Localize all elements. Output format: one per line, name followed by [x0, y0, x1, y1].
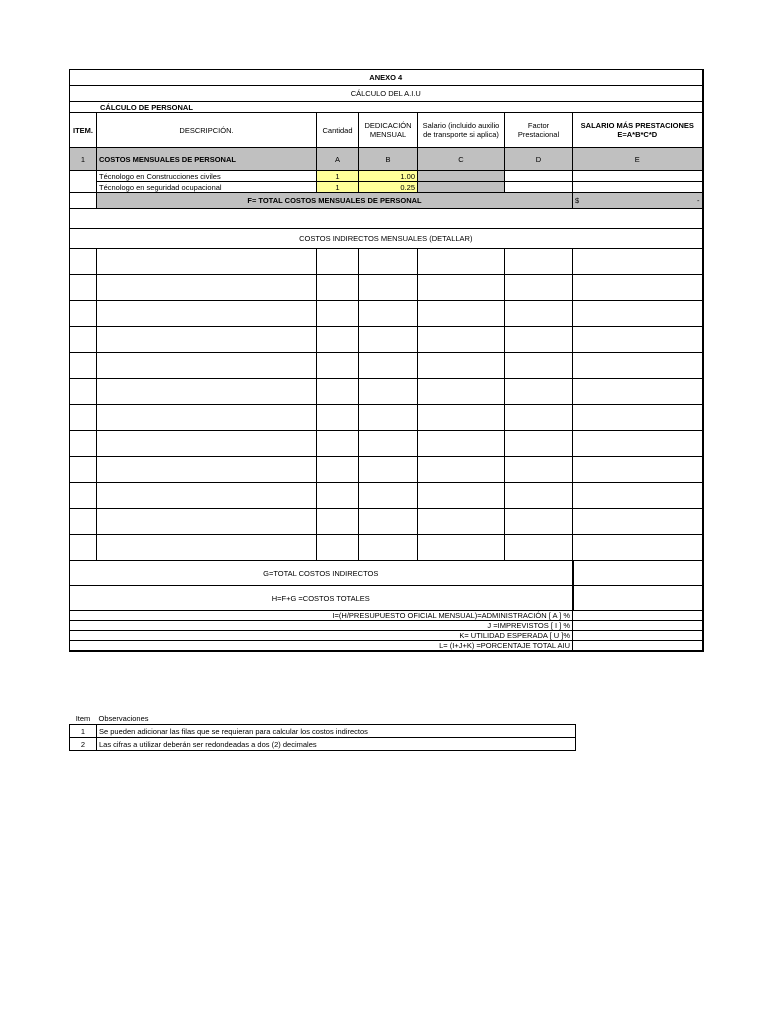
indirect-description[interactable]: [97, 509, 317, 535]
indirect-description[interactable]: [97, 483, 317, 509]
observations-item-header: Item: [75, 713, 91, 723]
observations: [69, 712, 576, 751]
aiu-table: [69, 69, 704, 652]
indirect-description[interactable]: [97, 457, 317, 483]
personnel-factor[interactable]: [505, 171, 573, 182]
indirect-dedication[interactable]: [359, 275, 418, 301]
personnel-salary[interactable]: [418, 182, 505, 193]
indirect-quantity[interactable]: [317, 353, 359, 379]
indirect-quantity[interactable]: [317, 483, 359, 509]
total-indirect-value: [573, 561, 703, 586]
indirect-rows: [70, 249, 703, 561]
indirect-title: COSTOS INDIRECTOS MENSUALES (DETALLAR): [70, 229, 703, 249]
profit-label: K= UTILIDAD ESPERADA [ U ]%: [70, 631, 573, 641]
indirect-factor[interactable]: [505, 405, 573, 431]
indirect-total[interactable]: [573, 509, 703, 535]
annex-title: ANEXO 4: [70, 70, 703, 86]
administration-value: [573, 611, 703, 621]
group-col-e: E: [573, 148, 703, 171]
indirect-quantity[interactable]: [317, 301, 359, 327]
indirect-description[interactable]: [97, 405, 317, 431]
personnel-total-amount: -: [697, 196, 700, 205]
personnel-description[interactable]: Técnologo en seguridad ocupacional: [97, 182, 317, 193]
indirect-salary[interactable]: [418, 379, 505, 405]
personnel-total-spacer: [70, 193, 97, 209]
indirect-item[interactable]: [70, 431, 97, 457]
personnel-total: [573, 182, 703, 193]
indirect-total[interactable]: [573, 457, 703, 483]
aiu-sheet: [69, 69, 704, 652]
indirect-total[interactable]: [573, 483, 703, 509]
aiu-total-label: L= (I+J+K) =PORCENTAJE TOTAL AIU: [70, 641, 573, 652]
indirect-dedication[interactable]: [359, 249, 418, 275]
personnel-dedication[interactable]: 0.25: [359, 182, 418, 193]
indirect-salary[interactable]: [418, 457, 505, 483]
indirect-item[interactable]: [70, 457, 97, 483]
indirect-quantity[interactable]: [317, 249, 359, 275]
indirect-salary[interactable]: [418, 275, 505, 301]
indirect-factor[interactable]: [505, 379, 573, 405]
indirect-factor[interactable]: [505, 353, 573, 379]
personnel-row-item: [70, 171, 97, 182]
indirect-salary[interactable]: [418, 249, 505, 275]
indirect-dedication[interactable]: [359, 483, 418, 509]
contingencies-value: [573, 621, 703, 631]
indirect-quantity[interactable]: [317, 405, 359, 431]
indirect-salary[interactable]: [418, 535, 505, 561]
group-label: COSTOS MENSUALES DE PERSONAL: [97, 148, 317, 171]
indirect-quantity[interactable]: [317, 509, 359, 535]
profit-value: [573, 631, 703, 641]
contingencies-label: J =IMPREVISTOS [ I ] %: [70, 621, 573, 631]
indirect-factor[interactable]: [505, 509, 573, 535]
indirect-total[interactable]: [573, 327, 703, 353]
indirect-item[interactable]: [70, 379, 97, 405]
indirect-item[interactable]: [70, 275, 97, 301]
indirect-total[interactable]: [573, 249, 703, 275]
total-costs-label: H=F+G =COSTOS TOTALES: [70, 586, 573, 611]
indirect-item[interactable]: [70, 301, 97, 327]
indirect-quantity[interactable]: [317, 457, 359, 483]
indirect-total[interactable]: [573, 275, 703, 301]
group-col-a: A: [317, 148, 359, 171]
indirect-dedication[interactable]: [359, 431, 418, 457]
personnel-total-label: F= TOTAL COSTOS MENSUALES DE PERSONAL: [97, 193, 573, 209]
indirect-item[interactable]: [70, 405, 97, 431]
personnel-total: [573, 171, 703, 182]
col-header-item: ITEM.: [70, 113, 97, 148]
col-header-description: DESCRIPCIÓN.: [97, 113, 317, 148]
observation-text: Se pueden adicionar las filas que se requieran para calcular los costos indirectos: [97, 725, 576, 738]
group-col-c: C: [418, 148, 505, 171]
indirect-factor[interactable]: [505, 327, 573, 353]
sheet-title: CÁLCULO DEL A.I.U: [70, 86, 703, 102]
indirect-total[interactable]: [573, 301, 703, 327]
indirect-factor[interactable]: [505, 249, 573, 275]
indirect-factor[interactable]: [505, 301, 573, 327]
indirect-salary[interactable]: [418, 405, 505, 431]
indirect-factor[interactable]: [505, 431, 573, 457]
indirect-description[interactable]: [97, 535, 317, 561]
indirect-total[interactable]: [573, 431, 703, 457]
indirect-quantity[interactable]: [317, 275, 359, 301]
section-title: CÁLCULO DE PERSONAL: [70, 102, 703, 113]
indirect-dedication[interactable]: [359, 535, 418, 561]
indirect-description[interactable]: [97, 379, 317, 405]
indirect-description[interactable]: [97, 301, 317, 327]
group-item: 1: [70, 148, 97, 171]
indirect-salary[interactable]: [418, 509, 505, 535]
observation-text: Las cifras a utilizar deberán ser redondeadas a dos (2) decimales: [97, 738, 576, 751]
col-header-total: SALARIO MÁS PRESTACIONES E=A*B*C*D: [573, 113, 703, 148]
indirect-quantity[interactable]: [317, 379, 359, 405]
personnel-quantity[interactable]: 1: [317, 182, 359, 193]
indirect-description[interactable]: [97, 327, 317, 353]
observation-item: 2: [70, 738, 97, 751]
indirect-description[interactable]: [97, 249, 317, 275]
indirect-factor[interactable]: [505, 483, 573, 509]
administration-label: I=(H/PRESUPUESTO OFICIAL MENSUAL)=ADMINISTRACIÓN [ A ] %: [70, 611, 573, 621]
indirect-dedication[interactable]: [359, 301, 418, 327]
total-indirect-label: G=TOTAL COSTOS INDIRECTOS: [70, 561, 573, 586]
observation-item: 1: [70, 725, 97, 738]
indirect-dedication[interactable]: [359, 405, 418, 431]
col-header-factor: Factor Prestacional: [505, 113, 573, 148]
aiu-total-value: [573, 641, 703, 652]
indirect-dedication[interactable]: [359, 327, 418, 353]
indirect-quantity[interactable]: [317, 431, 359, 457]
indirect-dedication[interactable]: [359, 353, 418, 379]
personnel-row-item: [70, 182, 97, 193]
indirect-salary[interactable]: [418, 301, 505, 327]
indirect-salary[interactable]: [418, 327, 505, 353]
indirect-description[interactable]: [97, 275, 317, 301]
indirect-factor[interactable]: [505, 457, 573, 483]
indirect-dedication[interactable]: [359, 379, 418, 405]
indirect-item[interactable]: [70, 535, 97, 561]
indirect-item[interactable]: [70, 483, 97, 509]
personnel-salary[interactable]: [418, 171, 505, 182]
indirect-salary[interactable]: [418, 483, 505, 509]
indirect-salary[interactable]: [418, 353, 505, 379]
indirect-quantity[interactable]: [317, 327, 359, 353]
indirect-factor[interactable]: [505, 275, 573, 301]
col-header-dedication: DEDICACIÓN MENSUAL: [359, 113, 418, 148]
indirect-total[interactable]: [573, 405, 703, 431]
indirect-total[interactable]: [573, 535, 703, 561]
indirect-description[interactable]: [97, 431, 317, 457]
personnel-description[interactable]: Técnologo en Construcciones civiles: [97, 171, 317, 182]
currency-symbol: $: [575, 196, 580, 205]
personnel-quantity[interactable]: 1: [317, 171, 359, 182]
group-col-d: D: [505, 148, 573, 171]
indirect-quantity[interactable]: [317, 535, 359, 561]
indirect-salary[interactable]: [418, 431, 505, 457]
group-col-b: B: [359, 148, 418, 171]
indirect-item[interactable]: [70, 249, 97, 275]
spacer-row: [70, 209, 703, 229]
personnel-dedication[interactable]: 1.00: [359, 171, 418, 182]
indirect-total[interactable]: [573, 353, 703, 379]
indirect-description[interactable]: [97, 353, 317, 379]
personnel-factor[interactable]: [505, 182, 573, 193]
observations-table: [69, 712, 576, 751]
col-header-salary: Salario (incluido auxilio de transporte si aplica): [418, 113, 505, 148]
personnel-total-value: [573, 193, 703, 209]
indirect-total[interactable]: [573, 379, 703, 405]
indirect-dedication[interactable]: [359, 457, 418, 483]
indirect-item[interactable]: [70, 327, 97, 353]
observations-header: Observaciones: [98, 713, 149, 723]
indirect-item[interactable]: [70, 353, 97, 379]
indirect-item[interactable]: [70, 509, 97, 535]
indirect-dedication[interactable]: [359, 509, 418, 535]
total-costs-value: [573, 586, 703, 611]
col-header-quantity: Cantidad: [317, 113, 359, 148]
indirect-factor[interactable]: [505, 535, 573, 561]
